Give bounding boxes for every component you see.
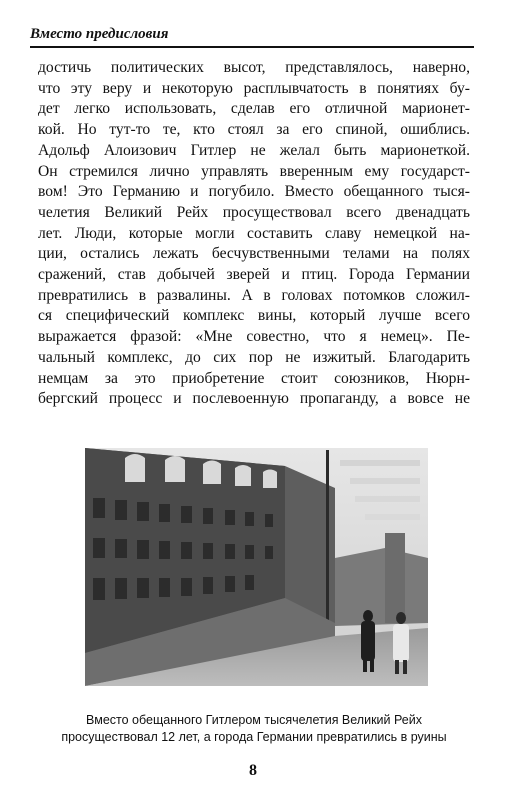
text-line: дет легко использовать, сделав его отличной марионет- (38, 100, 470, 118)
running-header-title: Вместо предисловия (30, 26, 169, 42)
page-number: 8 (249, 762, 257, 779)
text-line: Адольф Алоизович Гитлер не желал быть марионеткой. (38, 141, 470, 159)
text-line: что эту веру и некоторую расплывчатость в понятиях бу- (38, 79, 470, 97)
text-line: челетия Великий Рейх просуществовал всего двенадцать (38, 203, 470, 221)
caption-line: просуществовал 12 лет, а города Германии превратились в руины (61, 730, 447, 744)
text-line: превратились в развалины. А в головах потомков сложил- (38, 286, 470, 304)
text-line: бергский процесс и послевоенную пропаганду, а вовсе не (38, 390, 470, 408)
text-line: достичь политических высот, представлялось, наверно, (38, 59, 470, 76)
caption-line: Вместо обещанного Гитлером тысячелетия Великий Рейх (86, 713, 422, 727)
text-line: лет. Люди, которые могли составить славу немецкой на- (38, 224, 470, 242)
running-header (30, 26, 474, 48)
text-line: сражений, став добычей зверей и птиц. Города Германии (38, 266, 470, 284)
text-line: вом! Это Германию и погубило. Вместо обещанного тыся- (38, 183, 470, 201)
text-line: чальный комплекс, до сих пор не изжитый. Благодарить (38, 348, 470, 366)
text-line: немцам за это приобретение стоит союзников, Нюрн- (38, 369, 470, 387)
text-line: ся специфический комплекс вины, который лучше всего (38, 307, 470, 325)
text-line: ции, остались лежать бесчувственными телами на полях (38, 245, 470, 263)
text-line: выражается фразой: «Мне совестно, что я немец». Пе- (38, 328, 470, 346)
ruined-city-photo (85, 448, 428, 686)
text-line: кой. Но тут-то те, кто стоял за его спиной, ошиблись. (38, 121, 470, 139)
body-text (38, 58, 470, 410)
photo-caption (36, 712, 472, 746)
text-line: Он стремился лично управлять вверенным ему государст- (38, 162, 470, 180)
photo-illustration (85, 448, 428, 686)
